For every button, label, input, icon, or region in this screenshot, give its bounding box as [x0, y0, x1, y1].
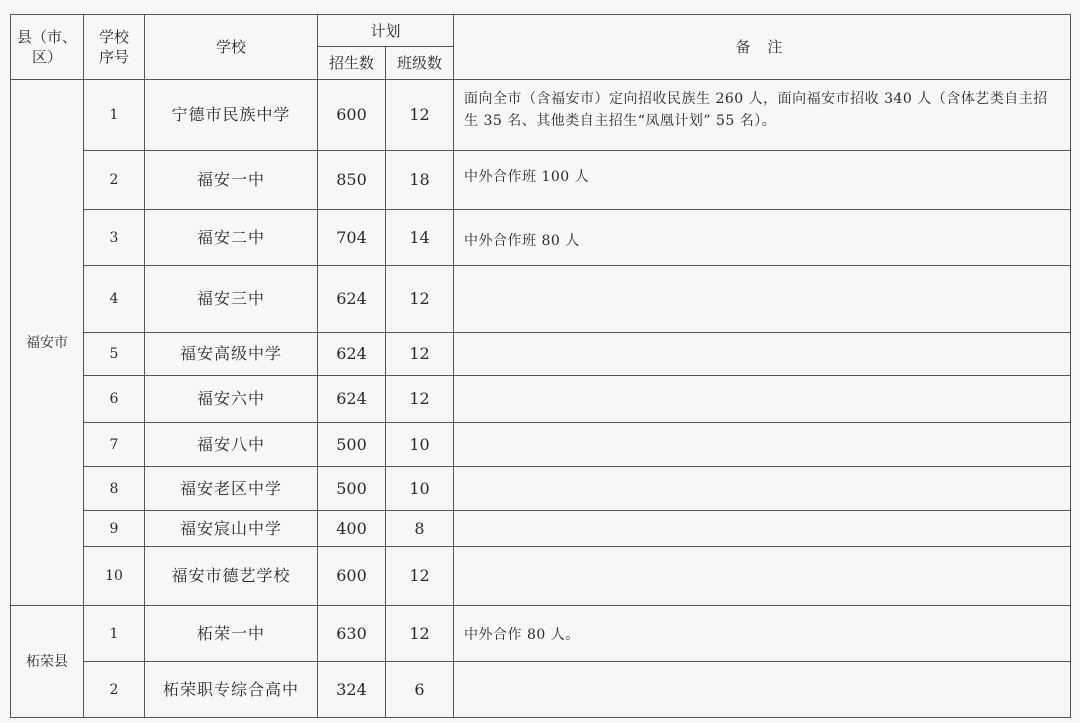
- header-school: 学校: [145, 15, 318, 80]
- seq-cell: 2: [84, 151, 145, 210]
- seq-cell: 1: [84, 606, 145, 662]
- header-classes: 班级数: [386, 47, 454, 80]
- table-row: [11, 547, 1071, 606]
- enroll-cell: 500: [318, 467, 386, 511]
- school-cell: 柘荣一中: [145, 606, 318, 662]
- classes-cell: 10: [386, 467, 454, 511]
- table-row: [11, 511, 1071, 547]
- header-plan: 计划: [318, 15, 454, 47]
- school-cell: 福安八中: [145, 423, 318, 467]
- school-cell: 福安二中: [145, 210, 318, 266]
- enroll-cell: 624: [318, 266, 386, 333]
- note-cell: 中外合作班 80 人: [454, 210, 1071, 266]
- school-cell: 福安三中: [145, 266, 318, 333]
- enrollment-plan-table: [10, 14, 1071, 718]
- seq-cell: 7: [84, 423, 145, 467]
- school-cell: 福安六中: [145, 376, 318, 423]
- county-cell: 柘荣县: [11, 606, 84, 718]
- seq-cell: 2: [84, 662, 145, 718]
- table-row: [11, 376, 1071, 423]
- table-row: [11, 151, 1071, 210]
- note-cell: 面向全市（含福安市）定向招收民族生 260 人，面向福安市招收 340 人（含体艺类自主招生 35 名、其他类自主招生“凤凰计划” 55 名）。: [454, 80, 1071, 151]
- note-cell: 中外合作班 100 人: [454, 151, 1071, 210]
- table-row: [11, 210, 1071, 266]
- seq-cell: 3: [84, 210, 145, 266]
- enroll-cell: 400: [318, 511, 386, 547]
- header-county: 县（市、区）: [11, 15, 84, 80]
- classes-cell: 12: [386, 266, 454, 333]
- classes-cell: 12: [386, 547, 454, 606]
- classes-cell: 6: [386, 662, 454, 718]
- table-row: [11, 423, 1071, 467]
- enroll-cell: 704: [318, 210, 386, 266]
- classes-cell: 14: [386, 210, 454, 266]
- header-note: 备 注: [454, 15, 1071, 80]
- classes-cell: 10: [386, 423, 454, 467]
- enroll-cell: 630: [318, 606, 386, 662]
- note-cell: [454, 662, 1071, 718]
- enroll-cell: 500: [318, 423, 386, 467]
- school-cell: 福安老区中学: [145, 467, 318, 511]
- school-cell: 福安市德艺学校: [145, 547, 318, 606]
- school-cell: 福安高级中学: [145, 333, 318, 376]
- county-cell: 福安市: [11, 80, 84, 606]
- classes-cell: 18: [386, 151, 454, 210]
- classes-cell: 12: [386, 333, 454, 376]
- note-cell: [454, 511, 1071, 547]
- note-cell: [454, 423, 1071, 467]
- note-cell: [454, 333, 1071, 376]
- note-cell: [454, 467, 1071, 511]
- table-row: [11, 266, 1071, 333]
- seq-cell: 8: [84, 467, 145, 511]
- table-row: [11, 662, 1071, 718]
- seq-cell: 4: [84, 266, 145, 333]
- school-cell: 宁德市民族中学: [145, 80, 318, 151]
- enroll-cell: 624: [318, 333, 386, 376]
- seq-cell: 1: [84, 80, 145, 151]
- school-cell: 柘荣职专综合高中: [145, 662, 318, 718]
- note-cell: [454, 547, 1071, 606]
- note-cell: [454, 266, 1071, 333]
- classes-cell: 12: [386, 80, 454, 151]
- note-cell: 中外合作 80 人。: [454, 606, 1071, 662]
- classes-cell: 12: [386, 606, 454, 662]
- enroll-cell: 624: [318, 376, 386, 423]
- header-seq: 学校序号: [84, 15, 145, 80]
- table-row: [11, 80, 1071, 151]
- table-row: [11, 467, 1071, 511]
- enroll-cell: 600: [318, 547, 386, 606]
- classes-cell: 8: [386, 511, 454, 547]
- classes-cell: 12: [386, 376, 454, 423]
- note-cell: [454, 376, 1071, 423]
- header-enroll: 招生数: [318, 47, 386, 80]
- table-row: [11, 606, 1071, 662]
- school-cell: 福安宸山中学: [145, 511, 318, 547]
- table-row: [11, 333, 1071, 376]
- seq-cell: 5: [84, 333, 145, 376]
- seq-cell: 10: [84, 547, 145, 606]
- enroll-cell: 324: [318, 662, 386, 718]
- seq-cell: 9: [84, 511, 145, 547]
- seq-cell: 6: [84, 376, 145, 423]
- school-cell: 福安一中: [145, 151, 318, 210]
- enroll-cell: 850: [318, 151, 386, 210]
- enroll-cell: 600: [318, 80, 386, 151]
